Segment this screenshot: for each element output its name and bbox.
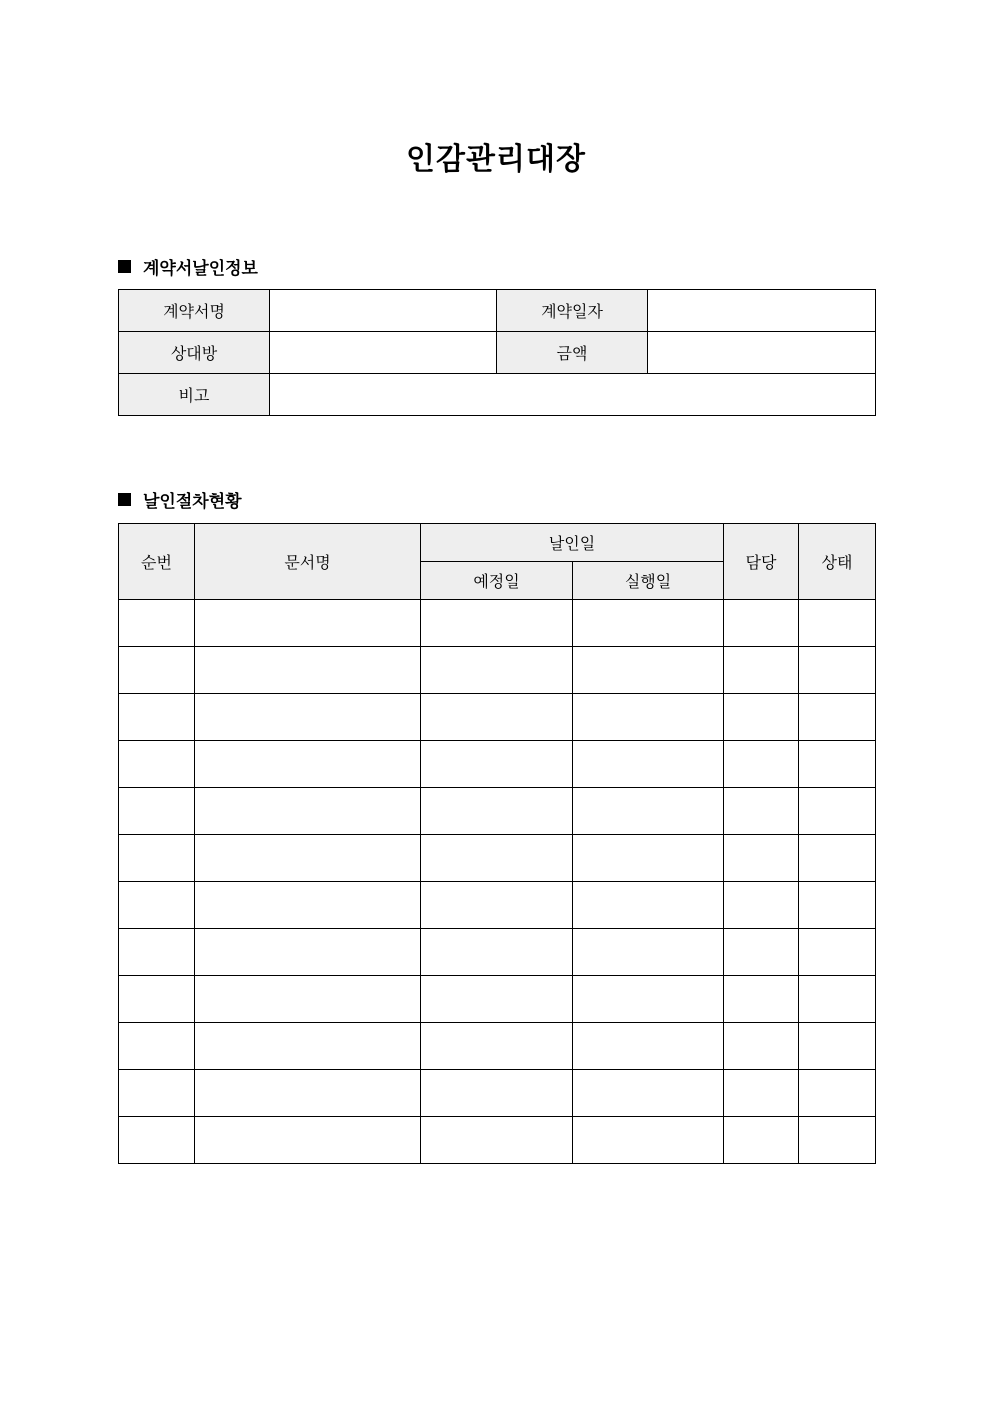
col-header-executed: 실행일 [573,562,724,600]
no-cell[interactable] [119,741,195,788]
executed-cell[interactable] [573,647,724,694]
amount-value[interactable] [648,332,876,374]
manager-cell[interactable] [724,1070,799,1117]
table-row [119,741,876,788]
table-row [119,1117,876,1164]
info-row [119,290,876,332]
status-cell[interactable] [799,647,876,694]
status-cell[interactable] [799,1023,876,1070]
col-header-manager: 담당 [724,524,799,600]
page-title: 인감관리대장 [406,142,586,177]
status-cell[interactable] [799,600,876,647]
executed-cell[interactable] [573,976,724,1023]
table-row [119,882,876,929]
no-cell[interactable] [119,788,195,835]
doc-name-cell[interactable] [195,929,421,976]
no-cell[interactable] [119,694,195,741]
no-cell[interactable] [119,1070,195,1117]
manager-cell[interactable] [724,1023,799,1070]
manager-cell[interactable] [724,788,799,835]
header-row [119,524,876,562]
planned-cell[interactable] [421,835,573,882]
planned-cell[interactable] [421,976,573,1023]
status-cell[interactable] [799,976,876,1023]
planned-cell[interactable] [421,647,573,694]
no-cell[interactable] [119,1023,195,1070]
col-header-planned: 예정일 [421,562,573,600]
counterparty-value[interactable] [270,332,497,374]
table-row [119,600,876,647]
contract-date-value[interactable] [648,290,876,332]
info-row [119,332,876,374]
executed-cell[interactable] [573,929,724,976]
contract-info-table [118,289,876,416]
doc-name-cell[interactable] [195,1070,421,1117]
manager-cell[interactable] [724,741,799,788]
planned-cell[interactable] [421,600,573,647]
remarks-value[interactable] [270,374,876,416]
executed-cell[interactable] [573,835,724,882]
status-cell[interactable] [799,788,876,835]
no-cell[interactable] [119,1117,195,1164]
manager-cell[interactable] [724,647,799,694]
no-cell[interactable] [119,600,195,647]
section-heading-text: 날인절차현황 [143,492,242,512]
contract-date-label: 계약일자 [497,290,648,332]
doc-name-cell[interactable] [195,882,421,929]
manager-cell[interactable] [724,600,799,647]
doc-name-cell[interactable] [195,647,421,694]
no-cell[interactable] [119,976,195,1023]
no-cell[interactable] [119,929,195,976]
doc-name-cell[interactable] [195,788,421,835]
remarks-label: 비고 [119,374,270,416]
section-heading-text: 계약서날인정보 [143,259,258,279]
section-heading-seal-process [118,487,242,512]
executed-cell[interactable] [573,694,724,741]
planned-cell[interactable] [421,694,573,741]
executed-cell[interactable] [573,882,724,929]
manager-cell[interactable] [724,835,799,882]
seal-process-body [119,600,876,1164]
status-cell[interactable] [799,929,876,976]
table-row [119,1023,876,1070]
status-cell[interactable] [799,882,876,929]
executed-cell[interactable] [573,1023,724,1070]
doc-name-cell[interactable] [195,835,421,882]
no-cell[interactable] [119,882,195,929]
counterparty-label: 상대방 [119,332,270,374]
seal-process-table [118,523,876,1164]
planned-cell[interactable] [421,929,573,976]
section-heading-contract-info [118,254,258,279]
manager-cell[interactable] [724,976,799,1023]
status-cell[interactable] [799,1117,876,1164]
executed-cell[interactable] [573,1117,724,1164]
doc-name-cell[interactable] [195,1117,421,1164]
executed-cell[interactable] [573,788,724,835]
manager-cell[interactable] [724,1117,799,1164]
planned-cell[interactable] [421,1070,573,1117]
info-row [119,374,876,416]
amount-label: 금액 [497,332,648,374]
planned-cell[interactable] [421,1023,573,1070]
table-row [119,788,876,835]
planned-cell[interactable] [421,788,573,835]
planned-cell[interactable] [421,882,573,929]
planned-cell[interactable] [421,741,573,788]
no-cell[interactable] [119,647,195,694]
table-row [119,835,876,882]
status-cell[interactable] [799,1070,876,1117]
doc-name-cell[interactable] [195,741,421,788]
doc-name-cell[interactable] [195,600,421,647]
executed-cell[interactable] [573,741,724,788]
planned-cell[interactable] [421,1117,573,1164]
contract-name-label: 계약서명 [119,290,270,332]
col-header-status: 상태 [799,524,876,600]
manager-cell[interactable] [724,882,799,929]
status-cell[interactable] [799,741,876,788]
square-bullet-icon [118,493,131,506]
square-bullet-icon [118,260,131,273]
doc-name-cell[interactable] [195,694,421,741]
col-header-seal-date: 날인일 [421,524,724,562]
table-row [119,647,876,694]
col-header-no: 순번 [119,524,195,600]
doc-name-cell[interactable] [195,1023,421,1070]
table-row [119,976,876,1023]
manager-cell[interactable] [724,694,799,741]
status-cell[interactable] [799,694,876,741]
manager-cell[interactable] [724,929,799,976]
col-header-doc-name: 문서명 [195,524,421,600]
doc-name-cell[interactable] [195,976,421,1023]
contract-name-value[interactable] [270,290,497,332]
no-cell[interactable] [119,835,195,882]
table-row [119,694,876,741]
status-cell[interactable] [799,835,876,882]
executed-cell[interactable] [573,1070,724,1117]
table-row [119,1070,876,1117]
table-row [119,929,876,976]
executed-cell[interactable] [573,600,724,647]
